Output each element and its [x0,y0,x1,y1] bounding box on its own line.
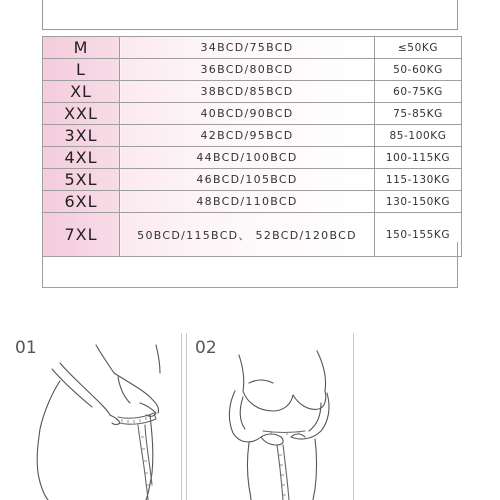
weight-cell: 75-85KG [375,103,462,125]
size-cell: 6XL [43,191,120,213]
cup-cell: 50BCD/115BCD、 52BCD/120BCD [120,213,375,257]
bottom-frame [42,242,458,288]
step-1-number: 01 [15,338,37,358]
step-1-panel [0,333,182,500]
weight-cell: 150-155KG [375,213,462,257]
size-cell: XXL [43,103,120,125]
weight-cell: 60-75KG [375,81,462,103]
size-chart-table [42,36,462,257]
cup-cell: 48BCD/110BCD [120,191,375,213]
bust-measure-illustration [187,333,355,500]
cup-cell: 34BCD/75BCD [120,37,375,59]
size-cell: M [43,37,120,59]
weight-cell: 130-150KG [375,191,462,213]
size-cell: 7XL [43,213,120,257]
size-cell: XL [43,81,120,103]
table-row [43,103,462,125]
cup-cell: 42BCD/95BCD [120,125,375,147]
cup-cell: 40BCD/90BCD [120,103,375,125]
underbust-measure-illustration [0,333,182,500]
step-2-panel [186,333,354,500]
size-cell: 3XL [43,125,120,147]
weight-cell: 115-130KG [375,169,462,191]
weight-cell: 50-60KG [375,59,462,81]
cup-cell: 38BCD/85BCD [120,81,375,103]
table-row [43,37,462,59]
table-row [43,125,462,147]
size-cell: 4XL [43,147,120,169]
weight-cell: 85-100KG [375,125,462,147]
cup-cell: 46BCD/105BCD [120,169,375,191]
size-cell: L [43,59,120,81]
table-row [43,191,462,213]
weight-cell: 100-115KG [375,147,462,169]
table-row [43,169,462,191]
size-cell: 5XL [43,169,120,191]
weight-cell: ≤50KG [375,37,462,59]
table-row [43,81,462,103]
step-2-number: 02 [195,338,217,358]
cup-cell: 44BCD/100BCD [120,147,375,169]
top-frame [42,0,458,30]
cup-cell: 36BCD/80BCD [120,59,375,81]
table-row [43,147,462,169]
table-row [43,59,462,81]
